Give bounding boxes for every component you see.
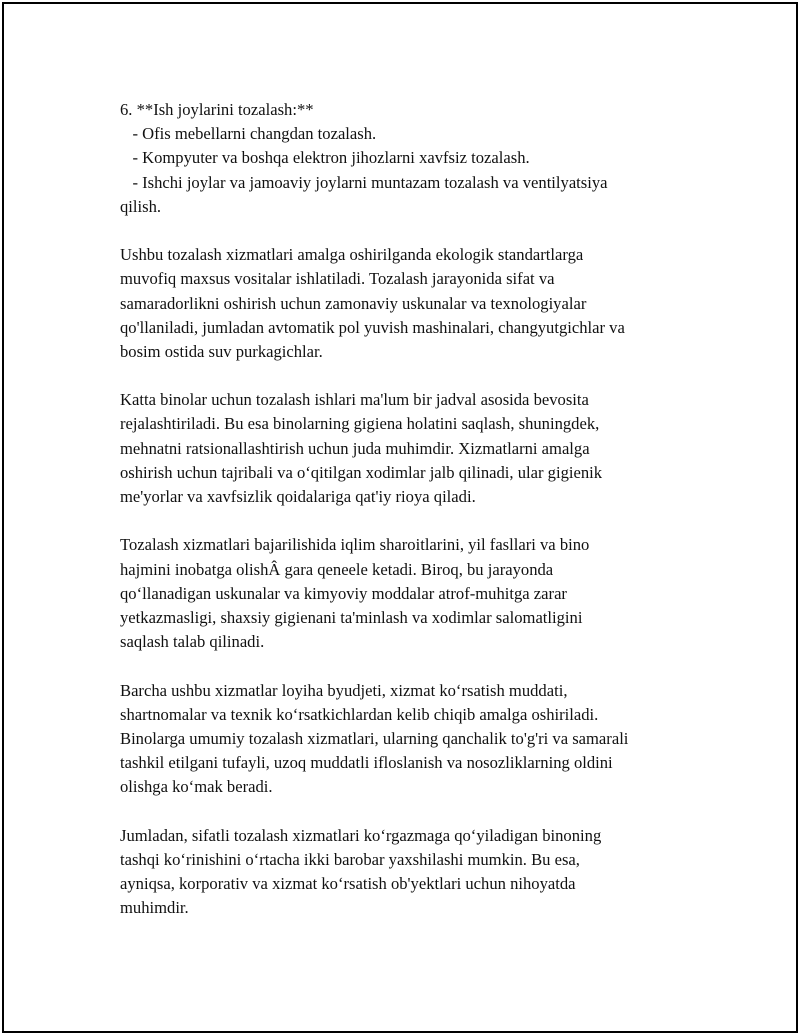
bullet-item: - Kompyuter va boshqa elektron jihozlarni xavfsiz tozalash. — [120, 148, 530, 168]
paragraph-line: muvofiq maxsus vositalar ishlatiladi. Tozalash jarayonida sifat va — [120, 269, 555, 289]
paragraph-line: tashkil etilgani tufayli, uzoq muddatli ifloslanish va nosozliklarning oldini — [120, 753, 613, 773]
section-6-block — [120, 98, 690, 219]
paragraph-line: Barcha ushbu xizmatlar loyiha byudjeti, xizmat ko‘rsatish muddati, — [120, 680, 568, 700]
paragraph-line: shartnomalar va texnik ko‘rsatkichlardan kelib chiqib amalga oshiriladi. — [120, 704, 599, 724]
paragraph-1 — [120, 243, 690, 364]
paragraph-line: olishga ko‘mak beradi. — [120, 777, 273, 797]
paragraph-2 — [120, 388, 690, 509]
bullet-item: - Ofis mebellarni changdan tozalash. — [120, 124, 377, 144]
paragraph-line: me'yorlar va xavfsizlik qoidalariga qat'iy rioya qiladi. — [120, 487, 476, 506]
paragraph-line: Jumladan, sifatli tozalash xizmatlari ko‘rgazmaga qo‘yiladigan binoning — [120, 825, 602, 845]
paragraph-line: Katta binolar uchun tozalash ishlari ma'lum bir jadval asosida bevosita — [120, 390, 589, 410]
document-body — [120, 98, 690, 945]
paragraph-line: qo'llaniladi, jumladan avtomatik pol yuvish mashinalari, changyutgichlar va — [120, 317, 625, 337]
paragraph-4 — [120, 679, 690, 800]
paragraph-line: yetkazmasligi, shaxsiy gigienani ta'minlash va xodimlar salomatligini — [120, 607, 583, 627]
paragraph-line: bosim ostida suv purkagichlar. — [120, 341, 323, 361]
bullet-item-continuation: qilish. — [120, 196, 162, 216]
bullet-item: - Ishchi joylar va jamoaviy joylarni muntazam tozalash va ventilyatsiya — [120, 172, 608, 192]
paragraph-line: qo‘llanadigan uskunalar va kimyoviy moddalar atrof-muhitga zarar — [120, 583, 567, 603]
paragraph-line: samaradorlikni oshirish uchun zamonaviy uskunalar va texnologiyalar — [120, 293, 587, 313]
paragraph-line: ayniqsa, korporativ va xizmat ko‘rsatish ob'yektlari uchun nihoyatda — [120, 874, 576, 893]
paragraph-line: tashqi ko‘rinishini o‘rtacha ikki barobar yaxshilashi mumkin. Bu esa, — [120, 849, 580, 869]
paragraph-line: mehnatni ratsionallashtirish uchun juda muhimdir. Xizmatlarni amalga — [120, 438, 590, 458]
paragraph-line: rejalashtiriladi. Bu esa binolarning gigiena holatini saqlash, shuningdek, — [120, 414, 600, 434]
paragraph-line: hajmini inobatga olishÂ gara qeneele ketadi. Biroq, bu jarayonda — [120, 559, 554, 579]
paragraph-line: muhimdir. — [120, 898, 189, 918]
paragraph-line: Ushbu tozalash xizmatlari amalga oshirilganda ekologik standartlarga — [120, 245, 584, 265]
paragraph-line: Binolarga umumiy tozalash xizmatlari, ularning qanchalik to'g'ri va samarali — [120, 728, 629, 748]
section-heading: 6. **Ish joylarini tozalash:** — [120, 100, 314, 119]
paragraph-line: oshirish uchun tajribali va o‘qitilgan xodimlar jalb qilinadi, ular gigienik — [120, 462, 603, 482]
paragraph-5 — [120, 824, 690, 921]
paragraph-line: Tozalash xizmatlari bajarilishida iqlim sharoitlarini, yil fasllari va bino — [120, 535, 590, 555]
paragraph-3 — [120, 533, 690, 654]
document-page — [2, 2, 798, 1033]
paragraph-line: saqlash talab qilinadi. — [120, 632, 265, 652]
